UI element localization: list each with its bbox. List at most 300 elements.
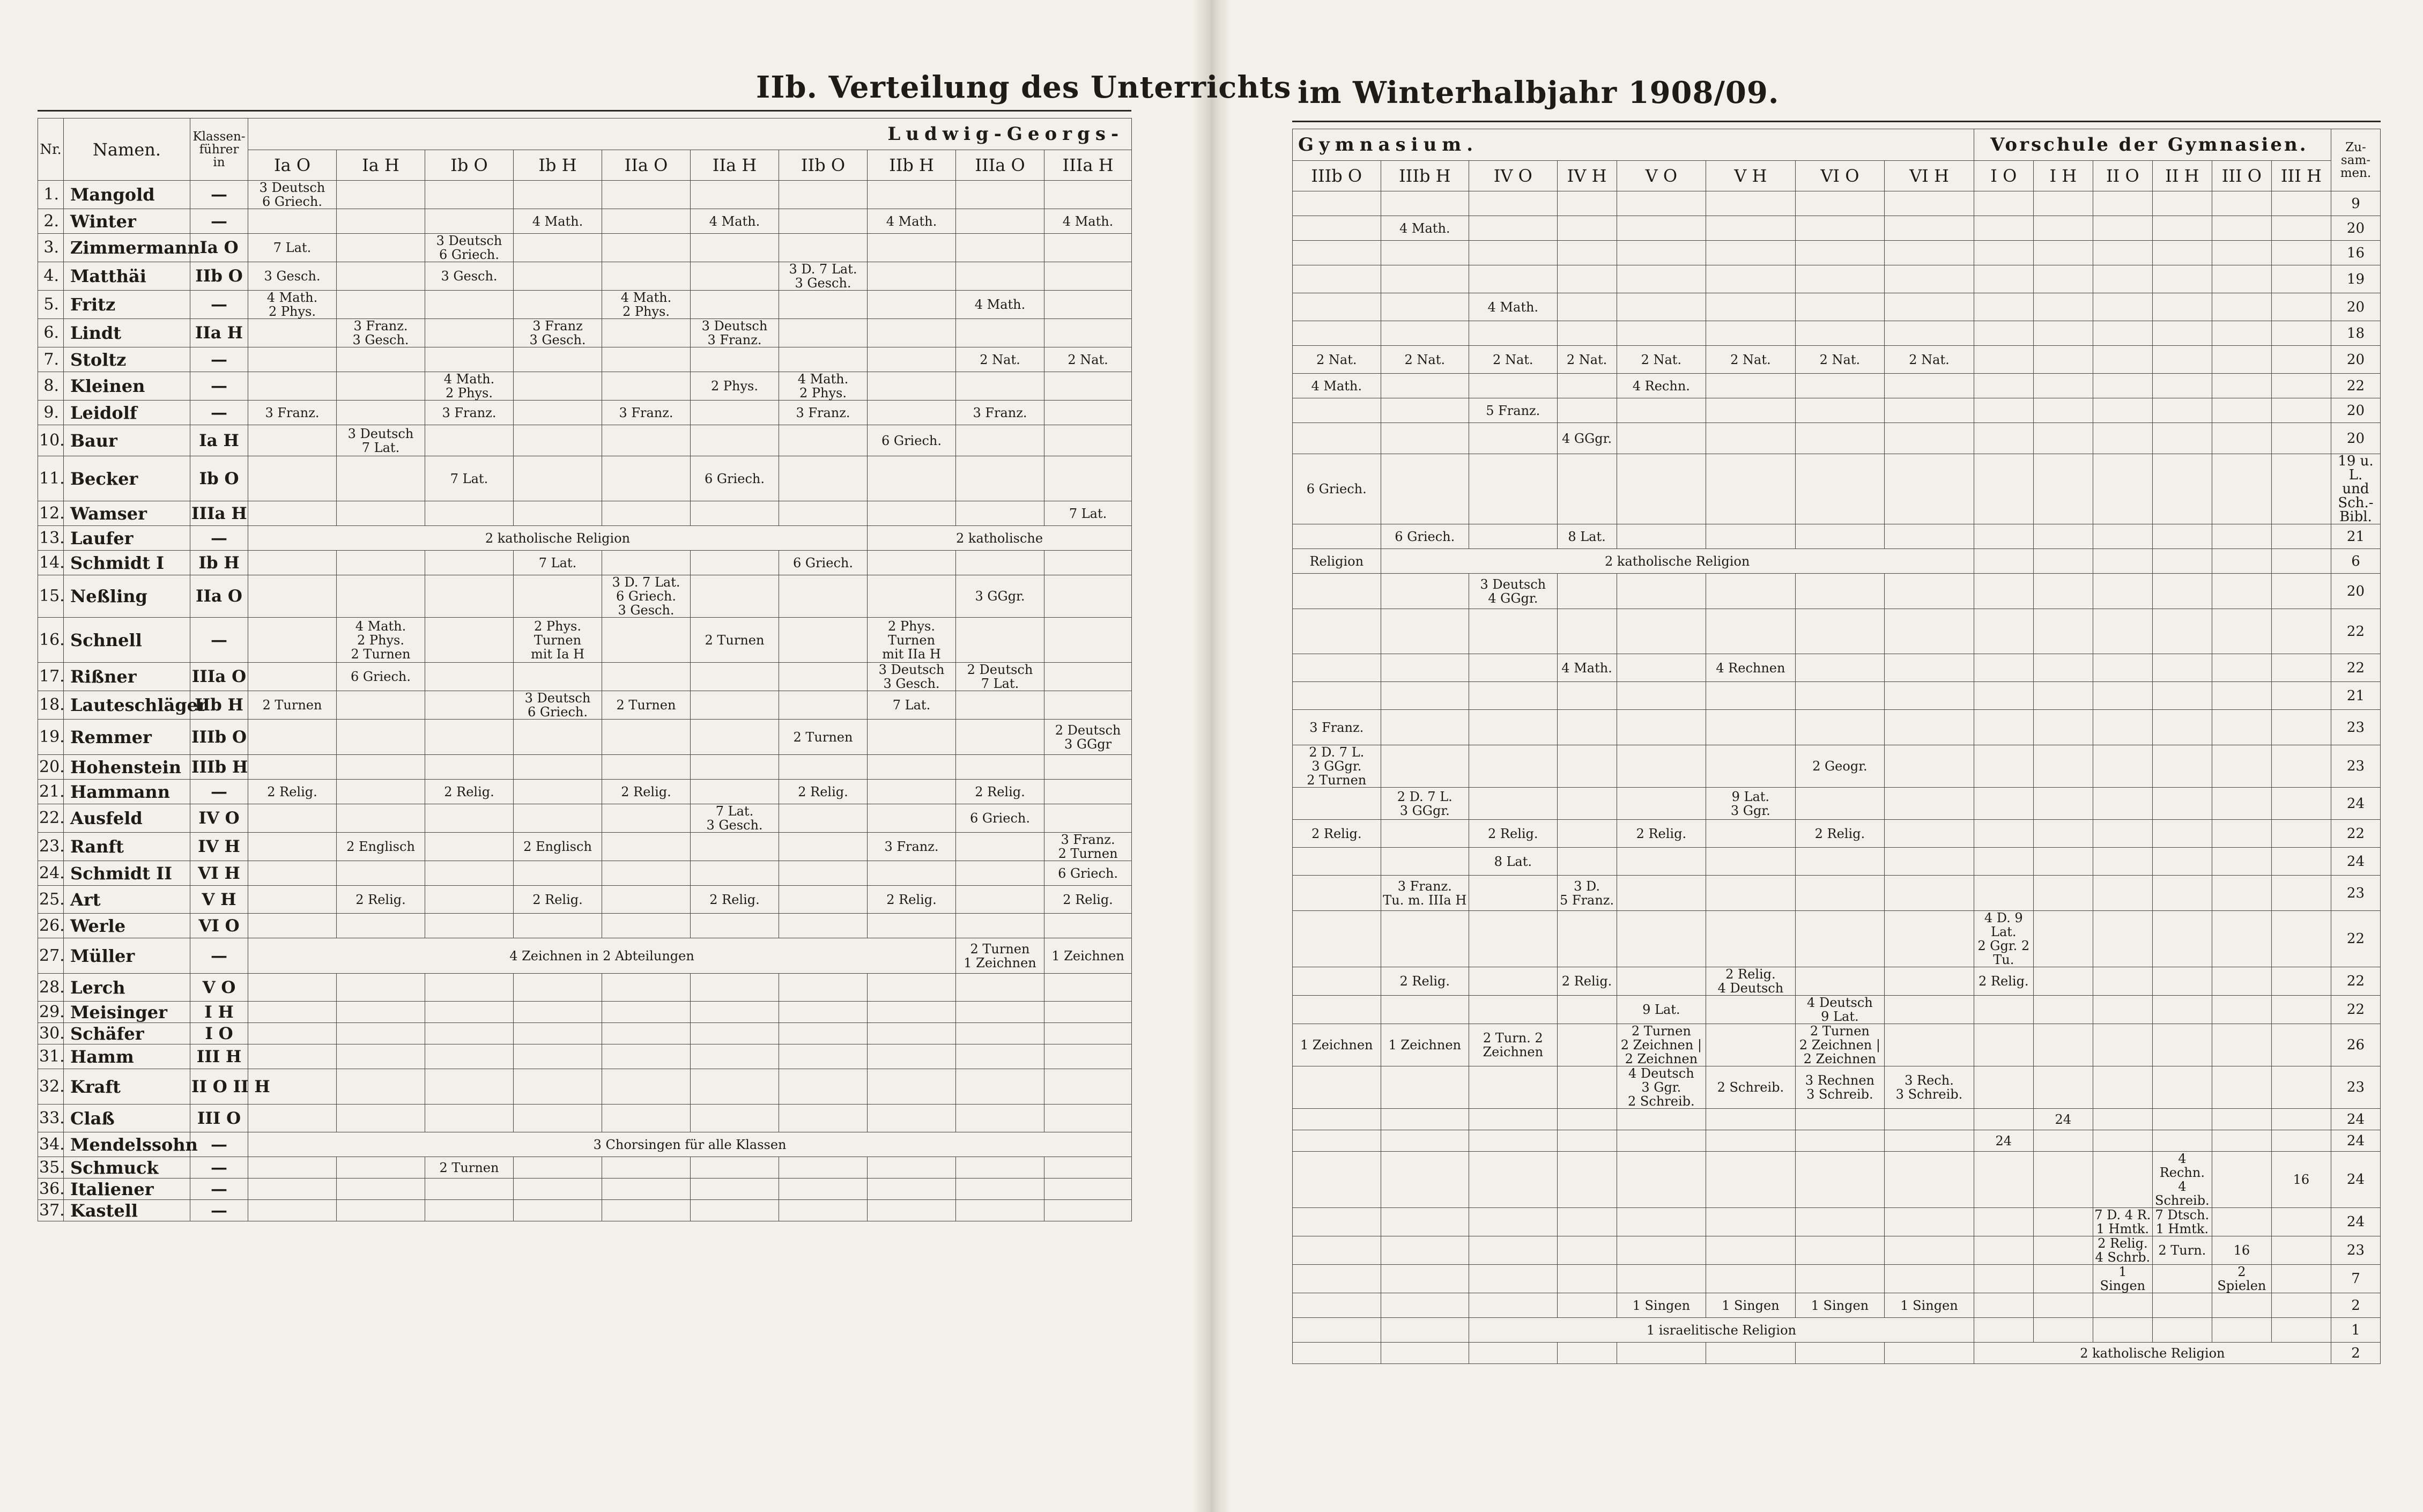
row-number: 20. bbox=[38, 755, 64, 780]
schedule-cell bbox=[868, 914, 956, 938]
schedule-cell bbox=[2093, 820, 2152, 848]
schedule-cell bbox=[1293, 1130, 1381, 1152]
schedule-cell bbox=[2152, 346, 2212, 374]
schedule-cell bbox=[1469, 524, 1558, 549]
schedule-cell bbox=[425, 663, 514, 691]
schedule-cell bbox=[1381, 1236, 1469, 1265]
schedule-cell bbox=[1469, 911, 1558, 967]
schedule-cell bbox=[1044, 691, 1132, 720]
schedule-cell bbox=[2271, 1130, 2331, 1152]
schedule-cell bbox=[956, 720, 1044, 755]
schedule-cell bbox=[2212, 216, 2271, 241]
schedule-cell bbox=[956, 501, 1044, 526]
schedule-cell: 3 Deutsch 3 Franz. bbox=[691, 319, 779, 347]
schedule-cell bbox=[779, 914, 868, 938]
gym-class-header-7: VI H bbox=[1885, 161, 1974, 191]
schedule-cell: 2 Nat. bbox=[956, 347, 1044, 372]
schedule-cell bbox=[2033, 293, 2093, 321]
schedule-cell bbox=[1044, 1069, 1132, 1105]
table-row bbox=[1293, 216, 2381, 241]
schedule-cell bbox=[956, 861, 1044, 886]
schedule-cell: 2 Relig. bbox=[1469, 820, 1558, 848]
schedule-cell bbox=[2212, 1318, 2271, 1343]
schedule-cell bbox=[2212, 1130, 2271, 1152]
schedule-cell bbox=[1469, 609, 1558, 654]
table-row bbox=[1293, 346, 2381, 374]
schedule-cell bbox=[1469, 710, 1558, 745]
schedule-cell bbox=[337, 372, 425, 401]
schedule-cell bbox=[1557, 1293, 1617, 1318]
schedule-cell bbox=[1044, 1044, 1132, 1069]
schedule-cell bbox=[691, 347, 779, 372]
schedule-cell bbox=[1795, 1109, 1885, 1130]
schedule-cell bbox=[1293, 848, 1381, 876]
schedule-cell bbox=[2093, 265, 2152, 293]
schedule-cell: 7 Lat. bbox=[514, 551, 602, 575]
schedule-cell bbox=[1557, 265, 1617, 293]
klassenfuehrer-cell: IIb O bbox=[190, 262, 248, 291]
schedule-cell bbox=[779, 501, 868, 526]
row-number: 18. bbox=[38, 691, 64, 720]
klassenfuehrer-cell: IIIb H bbox=[190, 755, 248, 780]
schedule-cell bbox=[1044, 1023, 1132, 1044]
schedule-cell: 2 Nat. bbox=[1381, 346, 1469, 374]
teacher-name: Italiener bbox=[64, 1179, 190, 1200]
klassenfuehrer-cell: V H bbox=[190, 886, 248, 914]
schedule-cell bbox=[956, 1179, 1044, 1200]
schedule-cell bbox=[337, 209, 425, 234]
schedule-cell bbox=[514, 1200, 602, 1221]
total-hours-cell: 16 bbox=[2331, 241, 2380, 265]
schedule-cell bbox=[1617, 1208, 1706, 1236]
schedule-cell bbox=[2271, 346, 2331, 374]
schedule-cell bbox=[956, 974, 1044, 1002]
schedule-cell bbox=[2152, 216, 2212, 241]
schedule-cell bbox=[1885, 454, 1974, 524]
schedule-cell bbox=[337, 1069, 425, 1105]
schedule-cell: 3 Deutsch 7 Lat. bbox=[337, 425, 425, 456]
schedule-cell: 3 Franz. bbox=[868, 833, 956, 861]
schedule-cell bbox=[2212, 293, 2271, 321]
schedule-cell bbox=[1617, 321, 1706, 346]
schedule-cell bbox=[2152, 1066, 2212, 1109]
klassenfuehrer-cell: — bbox=[190, 526, 248, 551]
schedule-cell bbox=[602, 425, 691, 456]
schedule-cell bbox=[1557, 1343, 1617, 1364]
table-row bbox=[38, 663, 1132, 691]
schedule-cell bbox=[514, 755, 602, 780]
schedule-cell bbox=[1885, 398, 1974, 423]
schedule-cell: 4 Math. bbox=[868, 209, 956, 234]
table-row bbox=[38, 209, 1132, 234]
schedule-cell: 2 Phys. bbox=[691, 372, 779, 401]
teacher-name: Art bbox=[64, 886, 190, 914]
schedule-cell bbox=[337, 804, 425, 833]
schedule-cell bbox=[868, 804, 956, 833]
schedule-cell: 4 Math. bbox=[514, 209, 602, 234]
total-hours-cell: 24 bbox=[2331, 1208, 2380, 1236]
spanning-cell: 3 Chorsingen für alle Klassen bbox=[248, 1132, 1132, 1157]
schedule-cell bbox=[1044, 1157, 1132, 1179]
right-header-band-row bbox=[1293, 129, 2381, 161]
schedule-cell bbox=[1706, 423, 1796, 454]
table-row bbox=[38, 974, 1132, 1002]
schedule-cell: 2 Schreib. bbox=[1706, 1066, 1796, 1109]
schedule-cell bbox=[1795, 1343, 1885, 1364]
schedule-cell bbox=[868, 1200, 956, 1221]
schedule-cell: 5 Franz. bbox=[1469, 398, 1558, 423]
schedule-cell bbox=[1293, 1109, 1381, 1130]
schedule-cell bbox=[956, 456, 1044, 501]
schedule-cell bbox=[2093, 996, 2152, 1024]
schedule-cell bbox=[1974, 398, 2033, 423]
schedule-cell bbox=[1293, 1265, 1381, 1293]
schedule-cell bbox=[1381, 241, 1469, 265]
schedule-cell bbox=[2093, 1152, 2152, 1208]
schedule-cell bbox=[956, 755, 1044, 780]
schedule-cell bbox=[779, 1105, 868, 1132]
schedule-cell: 3 Rech. 3 Schreib. bbox=[1885, 1066, 1974, 1109]
schedule-cell bbox=[2152, 524, 2212, 549]
schedule-cell bbox=[1885, 848, 1974, 876]
schedule-cell: 2 Relig. bbox=[425, 780, 514, 804]
schedule-cell bbox=[2152, 1265, 2212, 1293]
schedule-cell bbox=[1617, 745, 1706, 788]
schedule-cell bbox=[779, 456, 868, 501]
schedule-cell bbox=[1885, 293, 1974, 321]
klassenfuehrer-cell: — bbox=[190, 372, 248, 401]
table-row bbox=[1293, 820, 2381, 848]
schedule-cell: 2 Nat. bbox=[1557, 346, 1617, 374]
schedule-cell bbox=[1795, 241, 1885, 265]
total-hours-cell: 19 bbox=[2331, 265, 2380, 293]
schedule-cell: 2 Relig. 4 Deutsch bbox=[1706, 967, 1796, 996]
row-number: 2. bbox=[38, 209, 64, 234]
schedule-cell: 3 D. 7 Lat. 6 Griech. 3 Gesch. bbox=[602, 575, 691, 618]
schedule-cell bbox=[1617, 241, 1706, 265]
schedule-cell bbox=[2212, 1152, 2271, 1208]
schedule-cell bbox=[337, 755, 425, 780]
schedule-cell bbox=[2212, 788, 2271, 820]
schedule-cell bbox=[2271, 1208, 2331, 1236]
schedule-cell bbox=[2033, 574, 2093, 609]
total-hours-cell: 20 bbox=[2331, 398, 2380, 423]
schedule-cell bbox=[2271, 1109, 2331, 1130]
schedule-cell bbox=[1469, 1066, 1558, 1109]
schedule-cell bbox=[2093, 1293, 2152, 1318]
schedule-cell bbox=[337, 456, 425, 501]
schedule-cell bbox=[2271, 1318, 2331, 1343]
schedule-cell: 4 Math. 2 Phys. bbox=[779, 372, 868, 401]
schedule-cell bbox=[514, 1105, 602, 1132]
schedule-cell: 4 Math. bbox=[691, 209, 779, 234]
schedule-cell bbox=[1974, 654, 2033, 682]
schedule-cell bbox=[248, 833, 337, 861]
schedule-cell bbox=[1469, 1343, 1558, 1364]
schedule-cell bbox=[2212, 265, 2271, 293]
schedule-cell bbox=[779, 974, 868, 1002]
spanning-cell: 2 katholische Religion bbox=[1381, 549, 1974, 574]
schedule-cell bbox=[1469, 1265, 1558, 1293]
teacher-name: Lauteschläger bbox=[64, 691, 190, 720]
schedule-cell bbox=[2033, 710, 2093, 745]
schedule-cell bbox=[956, 1105, 1044, 1132]
schedule-cell bbox=[514, 804, 602, 833]
row-number: 35. bbox=[38, 1157, 64, 1179]
schedule-cell: 1 Singen bbox=[1885, 1293, 1974, 1318]
schedule-cell bbox=[1293, 398, 1381, 423]
schedule-cell bbox=[337, 720, 425, 755]
row-number: 6. bbox=[38, 319, 64, 347]
schedule-cell bbox=[779, 575, 868, 618]
table-row bbox=[38, 319, 1132, 347]
schedule-cell bbox=[1885, 967, 1974, 996]
schedule-cell bbox=[1706, 1343, 1796, 1364]
schedule-cell bbox=[1974, 293, 2033, 321]
schedule-cell bbox=[1795, 1130, 1885, 1152]
schedule-cell bbox=[2271, 265, 2331, 293]
total-hours-cell: 23 bbox=[2331, 745, 2380, 788]
schedule-cell bbox=[868, 372, 956, 401]
schedule-cell bbox=[1557, 609, 1617, 654]
klassenfuehrer-cell: III O bbox=[190, 1105, 248, 1132]
schedule-cell bbox=[956, 1069, 1044, 1105]
schedule-cell bbox=[1293, 609, 1381, 654]
schedule-cell bbox=[514, 1044, 602, 1069]
teacher-name: Lerch bbox=[64, 974, 190, 1002]
schedule-cell bbox=[2271, 745, 2331, 788]
teacher-name: Ranft bbox=[64, 833, 190, 861]
schedule-cell bbox=[1795, 609, 1885, 654]
schedule-cell bbox=[2152, 996, 2212, 1024]
schedule-cell bbox=[2271, 293, 2331, 321]
schedule-cell bbox=[1381, 1066, 1469, 1109]
schedule-cell bbox=[1795, 454, 1885, 524]
schedule-cell bbox=[1885, 745, 1974, 788]
schedule-cell bbox=[1469, 191, 1558, 216]
schedule-cell bbox=[2033, 1024, 2093, 1066]
left-page-title: IIb. Verteilung des Unterrichts bbox=[756, 70, 1292, 105]
schedule-cell bbox=[779, 425, 868, 456]
spanning-cell: 2 Turnen 1 Zeichnen bbox=[956, 938, 1044, 974]
klassenfuehrer-cell: IIa H bbox=[190, 319, 248, 347]
schedule-cell bbox=[1706, 1208, 1796, 1236]
schedule-cell bbox=[1381, 1152, 1469, 1208]
schedule-cell bbox=[2271, 1024, 2331, 1066]
schedule-cell bbox=[1293, 423, 1381, 454]
right-page bbox=[1206, 0, 2423, 1512]
schedule-cell bbox=[337, 974, 425, 1002]
row-number: 19. bbox=[38, 720, 64, 755]
schedule-cell bbox=[1706, 1265, 1796, 1293]
schedule-cell: 2 Turnen bbox=[691, 618, 779, 663]
schedule-cell bbox=[1044, 401, 1132, 425]
schedule-cell bbox=[1381, 911, 1469, 967]
schedule-cell bbox=[337, 262, 425, 291]
schedule-cell: 2 Relig. 4 Schrb. bbox=[2093, 1236, 2152, 1265]
total-hours-cell: 18 bbox=[2331, 321, 2380, 346]
schedule-cell: 2 D. 7 L. 3 GGgr. 2 Turnen bbox=[1293, 745, 1381, 788]
table-row bbox=[38, 1023, 1132, 1044]
table-row bbox=[1293, 293, 2381, 321]
schedule-cell bbox=[1885, 682, 1974, 710]
schedule-cell: 3 Deutsch 4 GGgr. bbox=[1469, 574, 1558, 609]
schedule-cell bbox=[2033, 346, 2093, 374]
schedule-cell bbox=[1557, 1130, 1617, 1152]
schedule-cell: 4 Math. bbox=[956, 291, 1044, 319]
schedule-cell bbox=[1557, 241, 1617, 265]
teacher-name: Mangold bbox=[64, 181, 190, 209]
schedule-cell bbox=[2093, 293, 2152, 321]
schedule-cell: 6 Griech. bbox=[956, 804, 1044, 833]
schedule-cell bbox=[2271, 820, 2331, 848]
schedule-cell: 4 GGgr. bbox=[1557, 423, 1617, 454]
teacher-name: Mendelssohn bbox=[64, 1132, 190, 1157]
total-hours-cell: 22 bbox=[2331, 609, 2380, 654]
schedule-cell bbox=[2152, 454, 2212, 524]
schedule-cell: 2 Relig. bbox=[1044, 886, 1132, 914]
schedule-cell bbox=[2271, 549, 2331, 574]
schedule-cell bbox=[1044, 181, 1132, 209]
schedule-cell bbox=[337, 575, 425, 618]
schedule-cell bbox=[779, 861, 868, 886]
schedule-cell: 1 Singen bbox=[1617, 1293, 1706, 1318]
schedule-cell bbox=[2152, 609, 2212, 654]
gym-class-header-6: VI O bbox=[1795, 161, 1885, 191]
schedule-cell bbox=[248, 372, 337, 401]
schedule-cell bbox=[1974, 1318, 2033, 1343]
schedule-cell bbox=[602, 886, 691, 914]
schedule-cell bbox=[1885, 1130, 1974, 1152]
schedule-cell bbox=[2271, 423, 2331, 454]
schedule-cell: 2 Relig. bbox=[337, 886, 425, 914]
teacher-name: Ausfeld bbox=[64, 804, 190, 833]
schedule-cell bbox=[1706, 265, 1796, 293]
schedule-cell bbox=[2093, 374, 2152, 398]
schedule-cell bbox=[602, 456, 691, 501]
right-table-body bbox=[1293, 129, 2381, 1364]
schedule-cell bbox=[425, 1179, 514, 1200]
schedule-cell bbox=[1557, 911, 1617, 967]
gym-class-header-2: IV O bbox=[1469, 161, 1558, 191]
schedule-cell: 6 Griech. bbox=[337, 663, 425, 691]
table-row bbox=[1293, 848, 2381, 876]
schedule-cell bbox=[514, 974, 602, 1002]
schedule-cell bbox=[425, 209, 514, 234]
schedule-cell bbox=[691, 575, 779, 618]
schedule-cell bbox=[2212, 321, 2271, 346]
schedule-cell: 4 Math. bbox=[1044, 209, 1132, 234]
gymnasium-band-header: Gymnasium. bbox=[1293, 129, 1974, 161]
schedule-cell bbox=[691, 720, 779, 755]
table-row bbox=[1293, 1024, 2381, 1066]
schedule-cell bbox=[425, 319, 514, 347]
schedule-cell: 3 Rechnen 3 Schreib. bbox=[1795, 1066, 1885, 1109]
schedule-cell bbox=[602, 618, 691, 663]
row-number: 27. bbox=[38, 938, 64, 974]
schedule-cell: 6 Griech. bbox=[868, 425, 956, 456]
schedule-cell bbox=[1293, 682, 1381, 710]
schedule-cell bbox=[2033, 848, 2093, 876]
schedule-cell: 3 Franz. 2 Turnen bbox=[1044, 833, 1132, 861]
schedule-cell bbox=[1885, 876, 1974, 911]
total-hours-cell: 24 bbox=[2331, 1130, 2380, 1152]
schedule-cell bbox=[425, 804, 514, 833]
schedule-cell: 2 Nat. bbox=[1044, 347, 1132, 372]
schedule-cell bbox=[1617, 1236, 1706, 1265]
class-header-5: IIa H bbox=[691, 150, 779, 181]
schedule-cell: 2 Englisch bbox=[514, 833, 602, 861]
schedule-cell bbox=[1885, 1208, 1974, 1236]
total-hours-cell: 22 bbox=[2331, 911, 2380, 967]
schedule-cell bbox=[1293, 1343, 1381, 1364]
row-number: 31. bbox=[38, 1044, 64, 1069]
schedule-cell bbox=[1795, 710, 1885, 745]
schedule-cell bbox=[602, 663, 691, 691]
schedule-cell bbox=[1706, 1130, 1796, 1152]
schedule-cell: 2 Relig. bbox=[1974, 967, 2033, 996]
schedule-cell: 3 D. 5 Franz. bbox=[1557, 876, 1617, 911]
total-hours-cell: 20 bbox=[2331, 574, 2380, 609]
table-row bbox=[1293, 423, 2381, 454]
schedule-cell bbox=[425, 1044, 514, 1069]
schedule-cell bbox=[425, 886, 514, 914]
schedule-cell bbox=[1795, 1265, 1885, 1293]
schedule-cell bbox=[1706, 241, 1796, 265]
table-row bbox=[1293, 321, 2381, 346]
schedule-cell bbox=[1885, 1343, 1974, 1364]
total-hours-cell: 24 bbox=[2331, 848, 2380, 876]
schedule-cell bbox=[1795, 876, 1885, 911]
schedule-cell: 7 Lat. bbox=[248, 234, 337, 262]
klassenfuehrer-cell: — bbox=[190, 347, 248, 372]
table-row bbox=[38, 1179, 1132, 1200]
schedule-cell bbox=[956, 181, 1044, 209]
schedule-cell bbox=[1617, 848, 1706, 876]
schedule-cell bbox=[1293, 293, 1381, 321]
schedule-cell bbox=[2033, 374, 2093, 398]
schedule-cell bbox=[514, 780, 602, 804]
schedule-cell: 3 Franz. Tu. m. IIIa H bbox=[1381, 876, 1469, 911]
schedule-cell bbox=[868, 1105, 956, 1132]
schedule-cell bbox=[2093, 321, 2152, 346]
teacher-name: Leidolf bbox=[64, 401, 190, 425]
schedule-cell bbox=[2033, 876, 2093, 911]
table-row bbox=[1293, 967, 2381, 996]
klassenfuehrer-cell: II O II H bbox=[190, 1069, 248, 1105]
teacher-name: Lindt bbox=[64, 319, 190, 347]
teacher-name: Schmidt I bbox=[64, 551, 190, 575]
schedule-cell: 1 Singen bbox=[1795, 1293, 1885, 1318]
schedule-cell bbox=[1469, 1293, 1558, 1318]
schedule-cell bbox=[1617, 1109, 1706, 1130]
schedule-cell bbox=[514, 575, 602, 618]
schedule-cell bbox=[1795, 374, 1885, 398]
schedule-cell bbox=[779, 833, 868, 861]
row-number: 10. bbox=[38, 425, 64, 456]
schedule-cell bbox=[1381, 820, 1469, 848]
schedule-cell bbox=[2152, 265, 2212, 293]
schedule-cell bbox=[1381, 1130, 1469, 1152]
schedule-cell: 2 Nat. bbox=[1469, 346, 1558, 374]
table-row bbox=[38, 1069, 1132, 1105]
row-number: 5. bbox=[38, 291, 64, 319]
schedule-cell: 4 Math. 2 Phys. bbox=[602, 291, 691, 319]
row-number: 26. bbox=[38, 914, 64, 938]
teacher-name: Schmidt II bbox=[64, 861, 190, 886]
total-hours-cell: 2 bbox=[2331, 1293, 2380, 1318]
schedule-cell bbox=[1469, 996, 1558, 1024]
